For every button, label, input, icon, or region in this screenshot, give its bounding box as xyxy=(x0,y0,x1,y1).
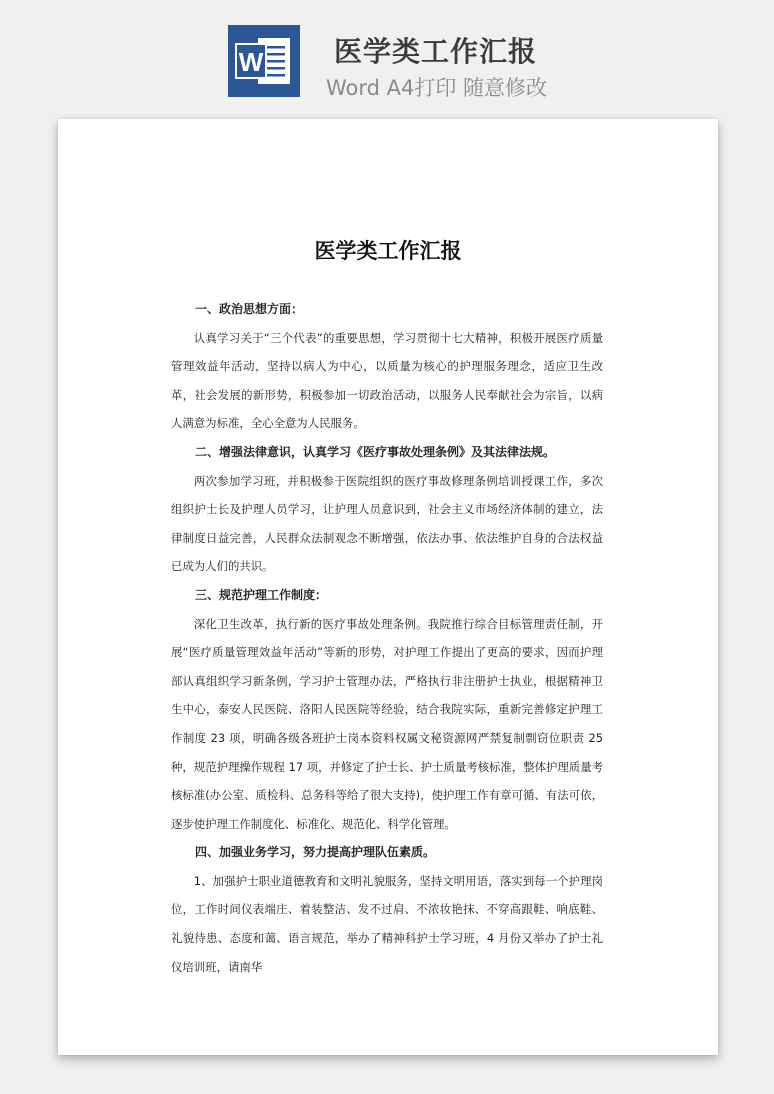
word-document-icon xyxy=(228,25,300,97)
body-paragraph: 认真学习关于“三个代表”的重要思想，学习贯彻十七大精神，积极开展医疗质量管理效益年活动，坚持以病人为中心，以质量为核心的护理服务理念，适应卫生改革，社会发展的新形势，积极参加一切政治活动，以服务人民奉献社会为宗旨，以病人满意为标准，全心全意为人民服务。 xyxy=(171,330,603,431)
section-heading: 四、加强业务学习，努力提高护理队伍素质。 xyxy=(195,845,436,860)
body-paragraph: 1、加强护士职业道德教育和文明礼貌服务，坚持文明用语，落实到每一个护理岗位，工作时间仪表端庄、着装整洁、发不过肩、不浓妆艳抹、不穿高跟鞋、响底鞋、礼貌待患、态度和蔼、语言规范，举办了精神科护士学习班，4 月份又举办了护士礼仪培训班，请南华 xyxy=(171,873,603,974)
document-title: 医学类工作汇报 xyxy=(314,239,462,263)
section-heading: 三、规范护理工作制度： xyxy=(195,587,328,602)
header-subtitle: Word A4打印 随意修改 xyxy=(326,76,548,100)
header-title: 医学类工作汇报 xyxy=(334,35,538,68)
body-paragraph: 两次参加学习班，并积极参于医院组织的医疗事故修理条例培训授课工作，多次组织护士长及护理人员学习，让护理人员意识到，社会主义市场经济体制的建立，法律制度日益完善，人民群众法制观念不断增强，依法办事、依法维护自身的合法权益已成为人们的共识。 xyxy=(171,473,603,574)
header xyxy=(0,0,774,110)
svg-text:W: W xyxy=(238,47,264,77)
section-heading: 二、增强法律意识，认真学习《医疗事故处理条例》及其法律法规。 xyxy=(195,444,556,459)
document-body xyxy=(171,295,603,981)
section-heading: 一、政治思想方面： xyxy=(195,302,304,316)
body-paragraph: 深化卫生改革，执行新的医疗事故处理条例。我院推行综合目标管理责任制，开展“医疗质量管理效益年活动”等新的形势，对护理工作提出了更高的要求，因而护理部认真组织学习新条例，学习护士管理办法，严格执行非注册护士执业，根据精神卫生中心，泰安人民医院、洛阳人民医院等经验，结合我院实际，重新完善修定护理工作制度 23 项，明确各级各班护士岗本资料权属文秘资源网严禁复制剽窃位职责 25 种，规范护理操作规程 17 项，并修定了护士长、护士质量考核标准，整体护理质量考核标准(办公室、质检科、总务科等给了很大支持)，使护理工作有章可循、有法可依，逐步使护理工作制度化、标准化、规范化、科学化管理。 xyxy=(171,616,603,831)
document-page xyxy=(58,119,718,1055)
